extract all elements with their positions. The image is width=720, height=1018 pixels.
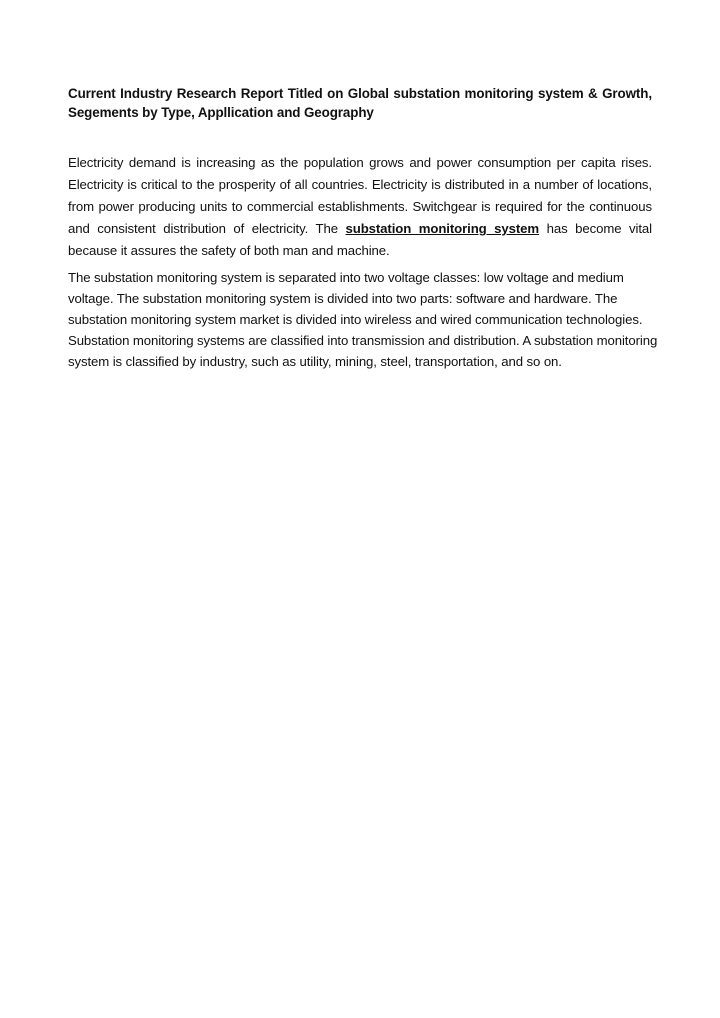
intro-paragraph: [68, 152, 652, 262]
substation-monitoring-system-link[interactable]: substation monitoring system: [345, 221, 540, 236]
document-title: Current Industry Research Report Titled on Global substation monitoring system & Growth, Segements by Type, Appllication and Geography: [68, 86, 652, 120]
segmentation-paragraph: The substation monitoring system is separated into two voltage classes: low voltage and medium voltage. The substation monitoring system is divided into two parts: software and hardware. The substation monitoring system market is divided into wireless and wired communication technologies. Substation monitoring systems are classified into transmission and distribution. A substation monitoring system is classified by industry, such as utility, mining, steel, transportation, and so on.: [68, 270, 658, 369]
intro-paragraph-text-after-link: has become vital because it assures the safety of both man and machine.: [68, 221, 652, 258]
intro-paragraph-text-before-link: Electricity demand is increasing as the population grows and power consumption per capita rises. Electricity is critical to the prosperity of all countries. Electricity is distributed in a number of locations, from power producing units to commercial establishments. Switchgear is required for the continuous and consistent distribution of electricity. The: [68, 155, 652, 236]
